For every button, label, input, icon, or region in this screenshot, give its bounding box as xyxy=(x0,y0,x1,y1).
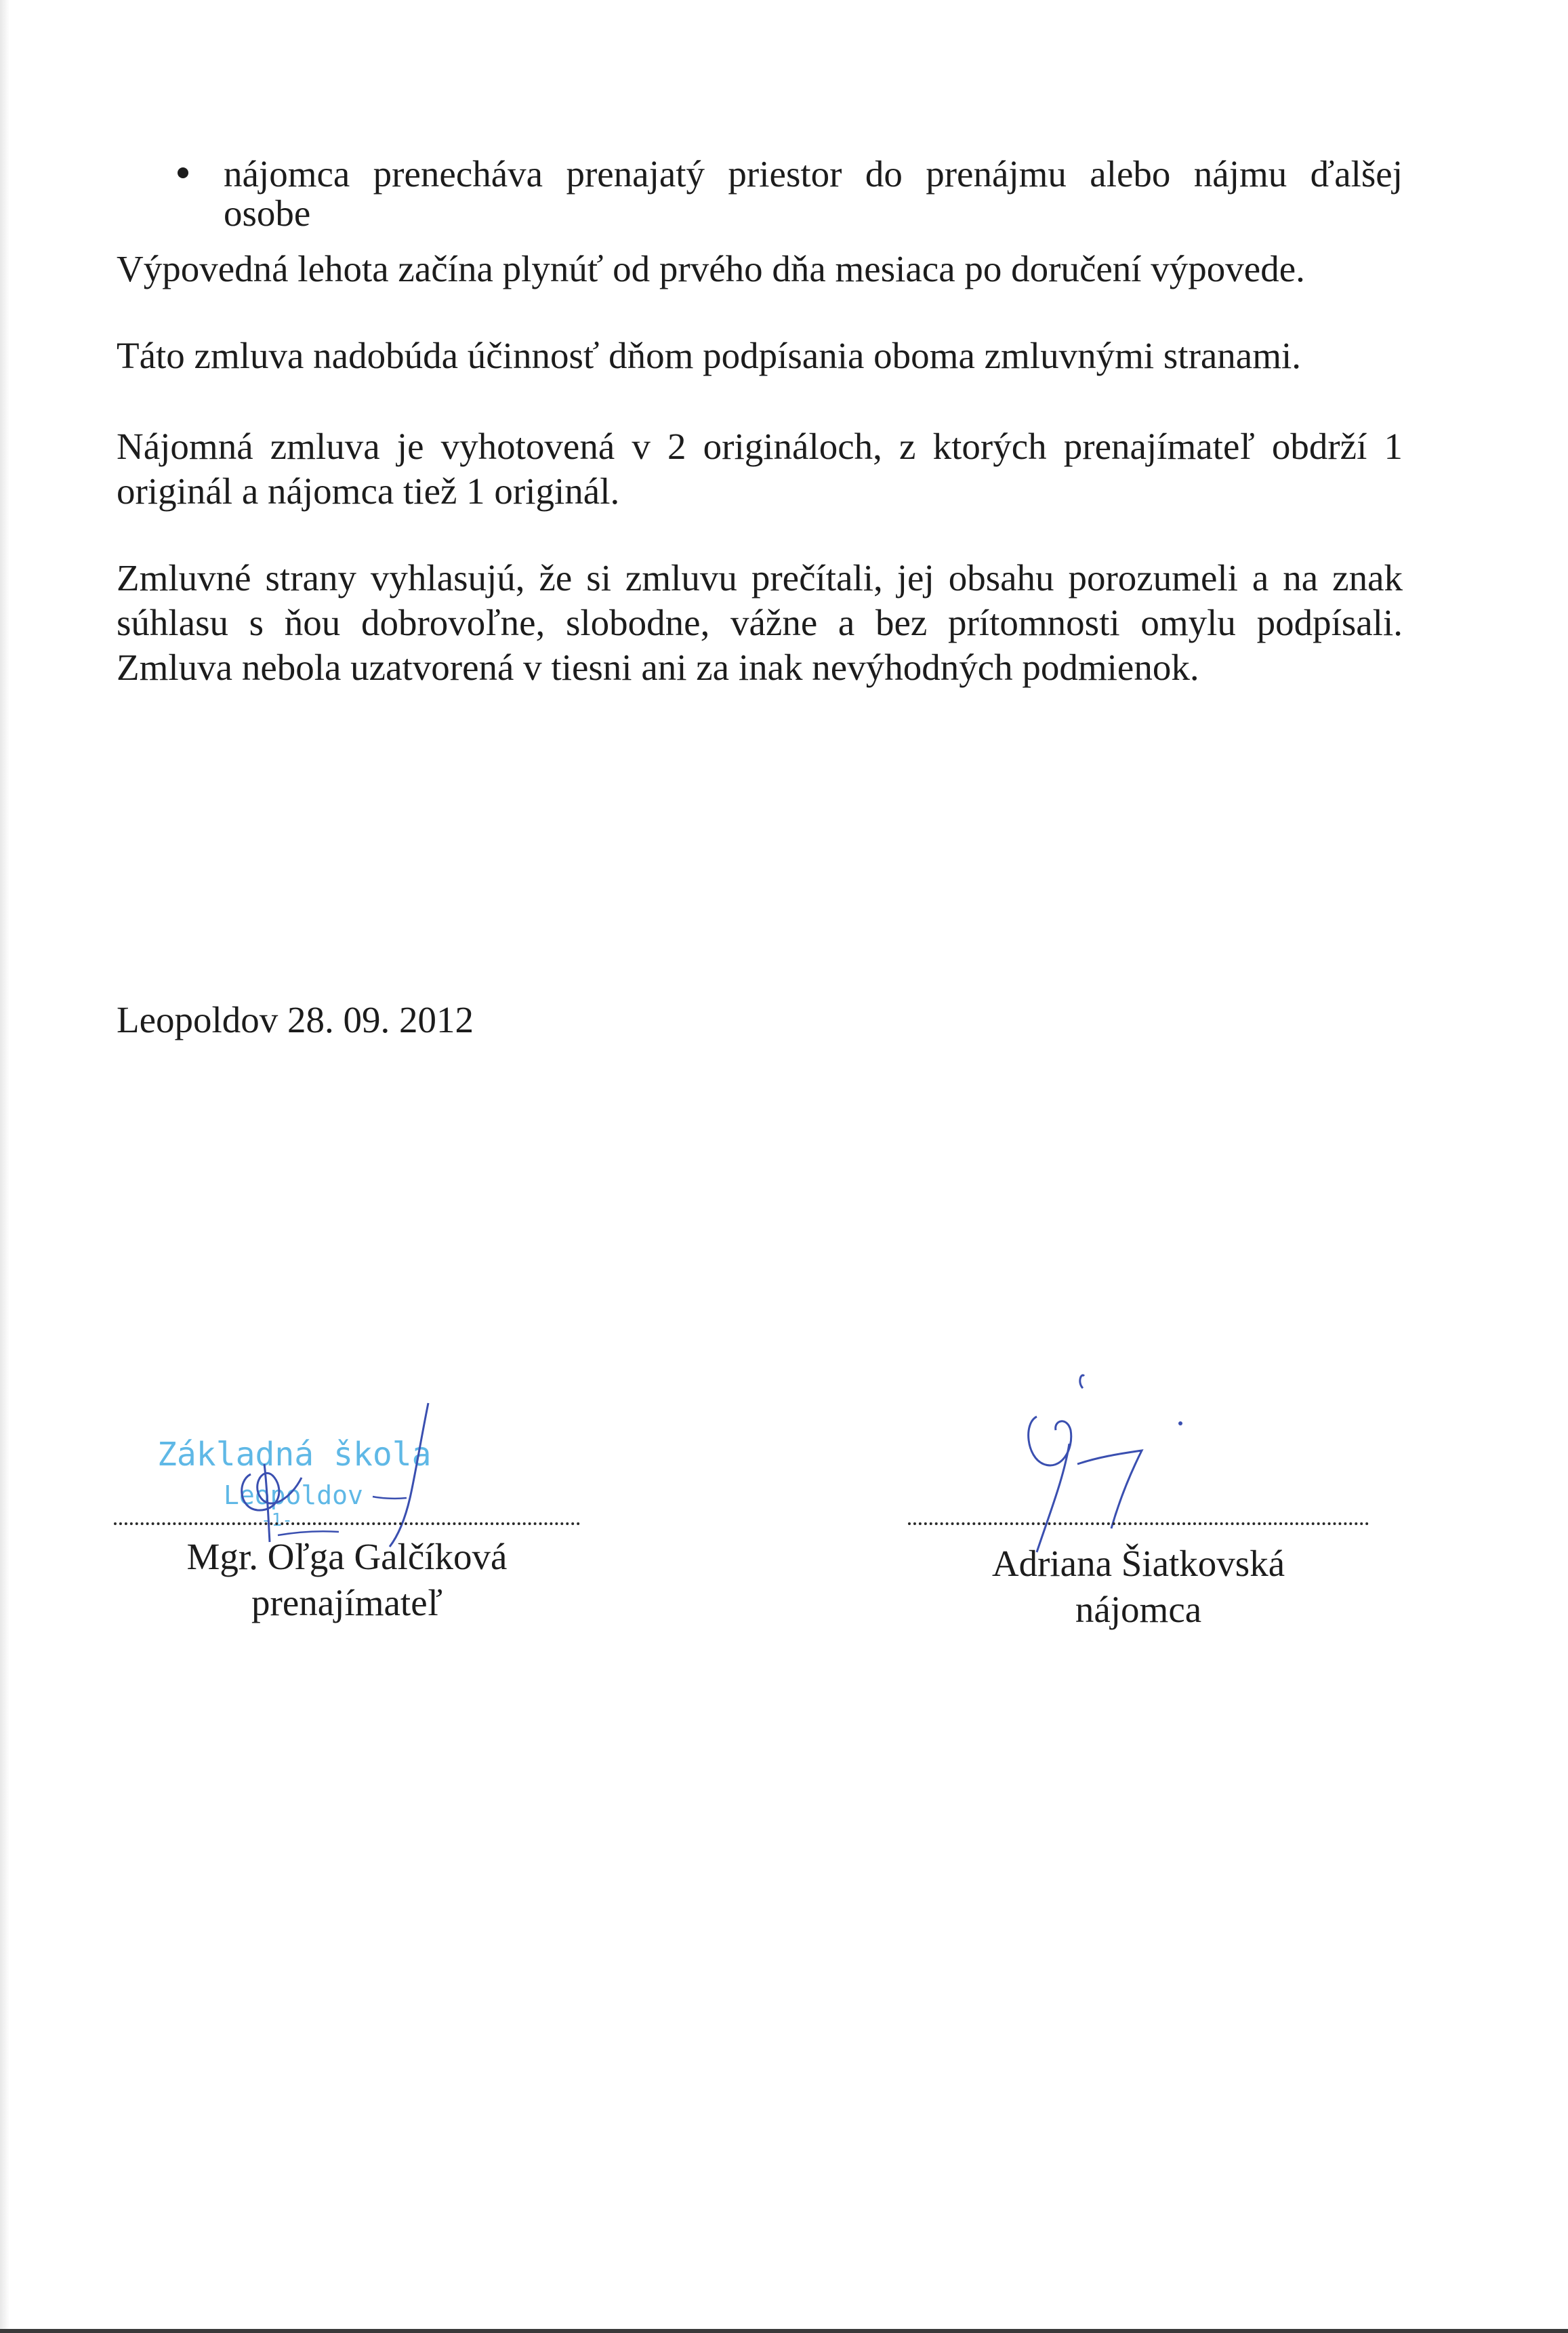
bullet-dot xyxy=(178,167,188,178)
landlord-role: prenajímateľ xyxy=(251,1582,442,1623)
tenant-signature xyxy=(996,1362,1199,1559)
place-and-date: Leopoldov 28. 09. 2012 xyxy=(117,999,474,1040)
school-stamp-line-2: Leopoldov xyxy=(224,1480,363,1510)
tenant-signature-line xyxy=(908,1518,1369,1525)
paragraph-declaration-line-1: Zmluvné strany vyhlasujú, že si zmluvu prečítali, jej obsahu porozumeli a na znak xyxy=(117,557,1403,599)
landlord-signature-line xyxy=(114,1518,580,1525)
scan-bottom-edge xyxy=(0,2329,1568,2333)
tenant-role: nájomca xyxy=(1075,1589,1202,1630)
paragraph-originals-line-1: Nájomná zmluva je vyhotovená v 2 origináloch, z ktorých prenajímateľ obdrží 1 xyxy=(117,426,1403,467)
school-stamp-line-3: -1- xyxy=(261,1510,293,1530)
landlord-name: Mgr. Oľga Galčíková xyxy=(186,1536,508,1577)
paragraph-notice-period: Výpovedná lehota začína plynúť od prvého dňa mesiaca po doručení výpovede. xyxy=(117,248,1305,289)
bullet-text-line-2: osobe xyxy=(224,192,311,234)
paragraph-originals-line-2: originál a nájomca tiež 1 originál. xyxy=(117,470,620,512)
paragraph-declaration-line-2: súhlasu s ňou dobrovoľne, slobodne, vážne a bez prítomnosti omylu podpísali. xyxy=(117,602,1403,643)
landlord-signature xyxy=(237,1396,454,1552)
scan-edge-shadow xyxy=(0,0,9,2333)
paragraph-effectiveness: Táto zmluva nadobúda účinnosť dňom podpísania oboma zmluvnými stranami. xyxy=(117,335,1302,376)
bullet-text-line-1: nájomca prenecháva prenajatý priestor do prenájmu alebo nájmu ďalšej xyxy=(224,153,1403,195)
paragraph-declaration-line-3: Zmluva nebola uzatvorená v tiesni ani za inak nevýhodných podmienok. xyxy=(117,647,1199,688)
tenant-name: Adriana Šiatkovská xyxy=(991,1543,1285,1584)
school-stamp-line-1: Základná škola xyxy=(157,1436,432,1474)
